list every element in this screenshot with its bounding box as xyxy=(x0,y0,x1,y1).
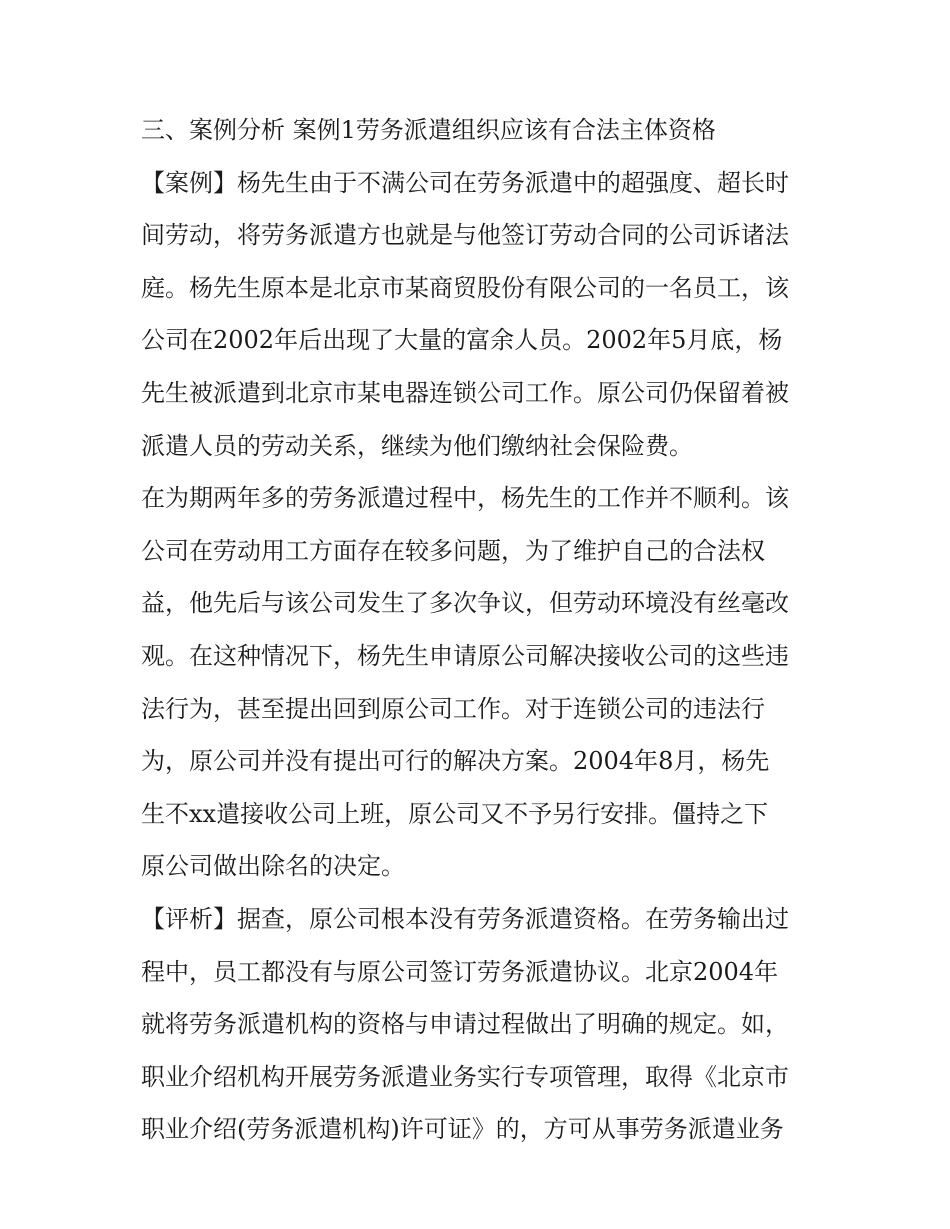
text-line: 【案例】杨先生由于不满公司在劳务派遣中的超强度、超长时 xyxy=(141,168,789,197)
text-line: 就将劳务派遣机构的资格与申请过程做出了明确的规定。如， xyxy=(141,1010,789,1039)
text-line: 先生被派遣到北京市某电器连锁公司工作。原公司仍保留着被 xyxy=(141,378,789,407)
text-line: 益，他先后与该公司发生了多次争议，但劳动环境没有丝毫改 xyxy=(141,589,789,618)
text-line: 职业介绍机构开展劳务派遣业务实行专项管理，取得《北京市 xyxy=(141,1062,789,1091)
text-line: 原公司做出除名的决定。 xyxy=(141,852,405,881)
text-line: 为，原公司并没有提出可行的解决方案。2004年8月，杨先 xyxy=(141,747,770,776)
text-line: 公司在2002年后出现了大量的富余人员。2002年5月底，杨 xyxy=(141,326,783,355)
text-line: 观。在这种情况下，杨先生申请原公司解决接收公司的这些违 xyxy=(141,641,789,670)
text-line: 派遣人员的劳动关系，继续为他们缴纳社会保险费。 xyxy=(141,431,693,460)
text-line: 【评析】据查，原公司根本没有劳务派遣资格。在劳务输出过 xyxy=(141,904,789,933)
text-line: 在为期两年多的劳务派遣过程中，杨先生的工作并不顺利。该 xyxy=(141,484,789,513)
text-line: 间劳动，将劳务派遣方也就是与他签订劳动合同的公司诉诸法 xyxy=(141,221,789,250)
text-line: 职业介绍(劳务派遣机构)许可证》的，方可从事劳务派遣业务 xyxy=(141,1115,784,1144)
text-line: 生不xx遣接收公司上班，原公司又不予另行安排。僵持之下 xyxy=(141,799,769,828)
text-line: 庭。杨先生原本是北京市某商贸股份有限公司的一名员工，该 xyxy=(141,273,789,302)
heading-line: 三、案例分析 案例1劳务派遣组织应该有合法主体资格 xyxy=(141,116,716,144)
text-line: 公司在劳动用工方面存在较多问题，为了维护自己的合法权 xyxy=(141,536,765,565)
text-line: 程中，员工都没有与原公司签订劳务派遣协议。北京2004年 xyxy=(141,957,779,986)
text-line: 法行为，甚至提出回到原公司工作。对于连锁公司的违法行 xyxy=(141,694,765,723)
document-body xyxy=(141,104,821,1156)
